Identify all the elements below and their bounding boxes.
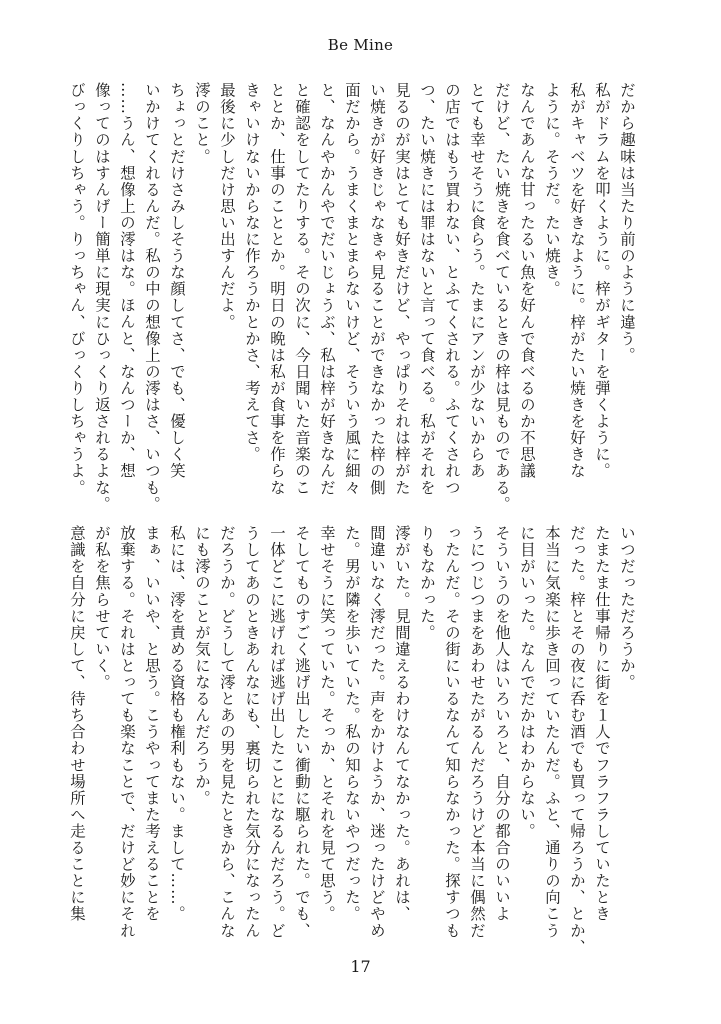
text-line: 私がドラムを叩くように。梓がギターを弾くように。 [593,82,611,480]
running-header: Be Mine [327,36,394,54]
text-line: の店ではもう買わない、とふてくされる。ふてくされつ [443,82,461,496]
text-line: いかけてくれるんだ。私の中の想像上の澪はさ、いつも。 [143,82,161,513]
text-line: つ、たい焼きには罪はないと言って食べる。私がそれを [418,82,436,496]
text-line: 澪のこと。 [193,82,211,165]
text-line: 澪がいた。見間違えるわけなんてなかった。あれは、 [393,525,411,923]
text-line: 放棄する。それはとっても楽なことで、だけど妙にそれ [118,525,136,939]
text-line: 私がキャベツを好きなように。梓がたい焼きを好きな [568,82,586,480]
text-line: りもなかった。 [418,525,436,641]
text-line: に目がいった。なんでだかはわからない。 [518,525,536,840]
text-line: だった。梓とその夜に呑む酒でも買って帰ろうか、とか、 [568,525,586,956]
text-line: たまたま仕事帰りに街を１人でフラフラしていたとき [593,525,611,923]
text-line: ように。そうだ。たい焼き。 [543,82,561,298]
text-line: ……うん、想像上の澪はな。ほんと、なんつーか、想 [118,82,136,480]
text-line: 最後に少しだけ思い出すんだよ。 [218,82,236,331]
text-line: 幸せそうに笑っていた。そっか、とそれを見て思う。 [318,525,336,923]
text-line: だろうか。どうして澪とあの男を見たときから、こんな [218,525,236,939]
text-line: きゃいけないからなに作ろうかとかさ、考えてさ。 [243,82,261,463]
text-line: だけど、たい焼きを食べているときの梓は見ものである。 [493,82,511,513]
text-line: が私を焦らせていく。 [93,525,111,691]
text-line: いつだっただろうか。 [618,525,636,691]
text-line: と、なんやかんやでだいじょうぶ、私は梓が好きなんだ [318,82,336,496]
text-line: そういうのを他人はいろいろと、自分の都合のいいよ [493,525,511,923]
text-line: た。男が隣を歩いていた。私の知らないやつだった。 [343,525,361,923]
text-line: 面だから。うまくまとまらないけど、そういう風に細々 [343,82,361,496]
text-line: ちょっとだけさみしそうな顔してさ、でも、優しく笑 [168,82,186,480]
page-number: 17 [350,957,371,976]
text-line: なんであんな甘ったるい魚を好んで食べるのか不思議 [518,82,536,480]
text-line: 私には、澪を責める資格も権利もない。まして……。 [168,525,186,923]
text-line: 意識を自分に戻して、待ち合わせ場所へ走ることに集 [68,525,86,923]
text-line: ったんだ。その街にいるなんて知らなかった。探すつも [443,525,461,939]
text-line: うにつじつまをあわせたがるんだろうけど本当に偶然だ [468,525,486,939]
text-line: と確認をしてたりする。その次に、今日聞いた音楽のこ [293,82,311,496]
text-line: うしてあのときあんなにも、裏切られた気分になったん [243,525,261,939]
text-line: い焼きが好きじゃなきゃ見ることができなかった梓の側 [368,82,386,496]
text-line: だから趣味は当たり前のように違う。 [618,82,636,364]
text-line: そしてものすごく逃げ出したい衝動に駆られた。でも、 [293,525,311,939]
text-block-upper [64,82,639,513]
text-line: 像ってのはすんげー簡単に現実にひっくり返されるよな。 [93,82,111,513]
text-line: まぁ、いいや、と思う。こうやってまた考えることを [143,525,161,923]
text-line: にも澪のことが気になるんだろうか。 [193,525,211,807]
text-line: 一体どこに逃げれば逃げ出したことになるんだろう。ど [268,525,286,939]
text-line: 間違いなく澪だった。声をかけようか、迷ったけどやめ [368,525,386,939]
text-block-lower [64,525,639,956]
text-line: とても幸せそうに食らう。たまにアンが少ないからあ [468,82,486,480]
text-line: 見るのが実はとても好きだけど、やっぱりそれは梓がた [393,82,411,496]
text-line: ととか、仕事のこととか。明日の晩は私が食事を作らな [268,82,286,496]
text-line: びっくりしちゃう。りっちゃん、びっくりしちゃうよ。 [68,82,86,496]
text-line: 本当に気楽に歩き回っていたんだ。ふと、通りの向こう [543,525,561,939]
